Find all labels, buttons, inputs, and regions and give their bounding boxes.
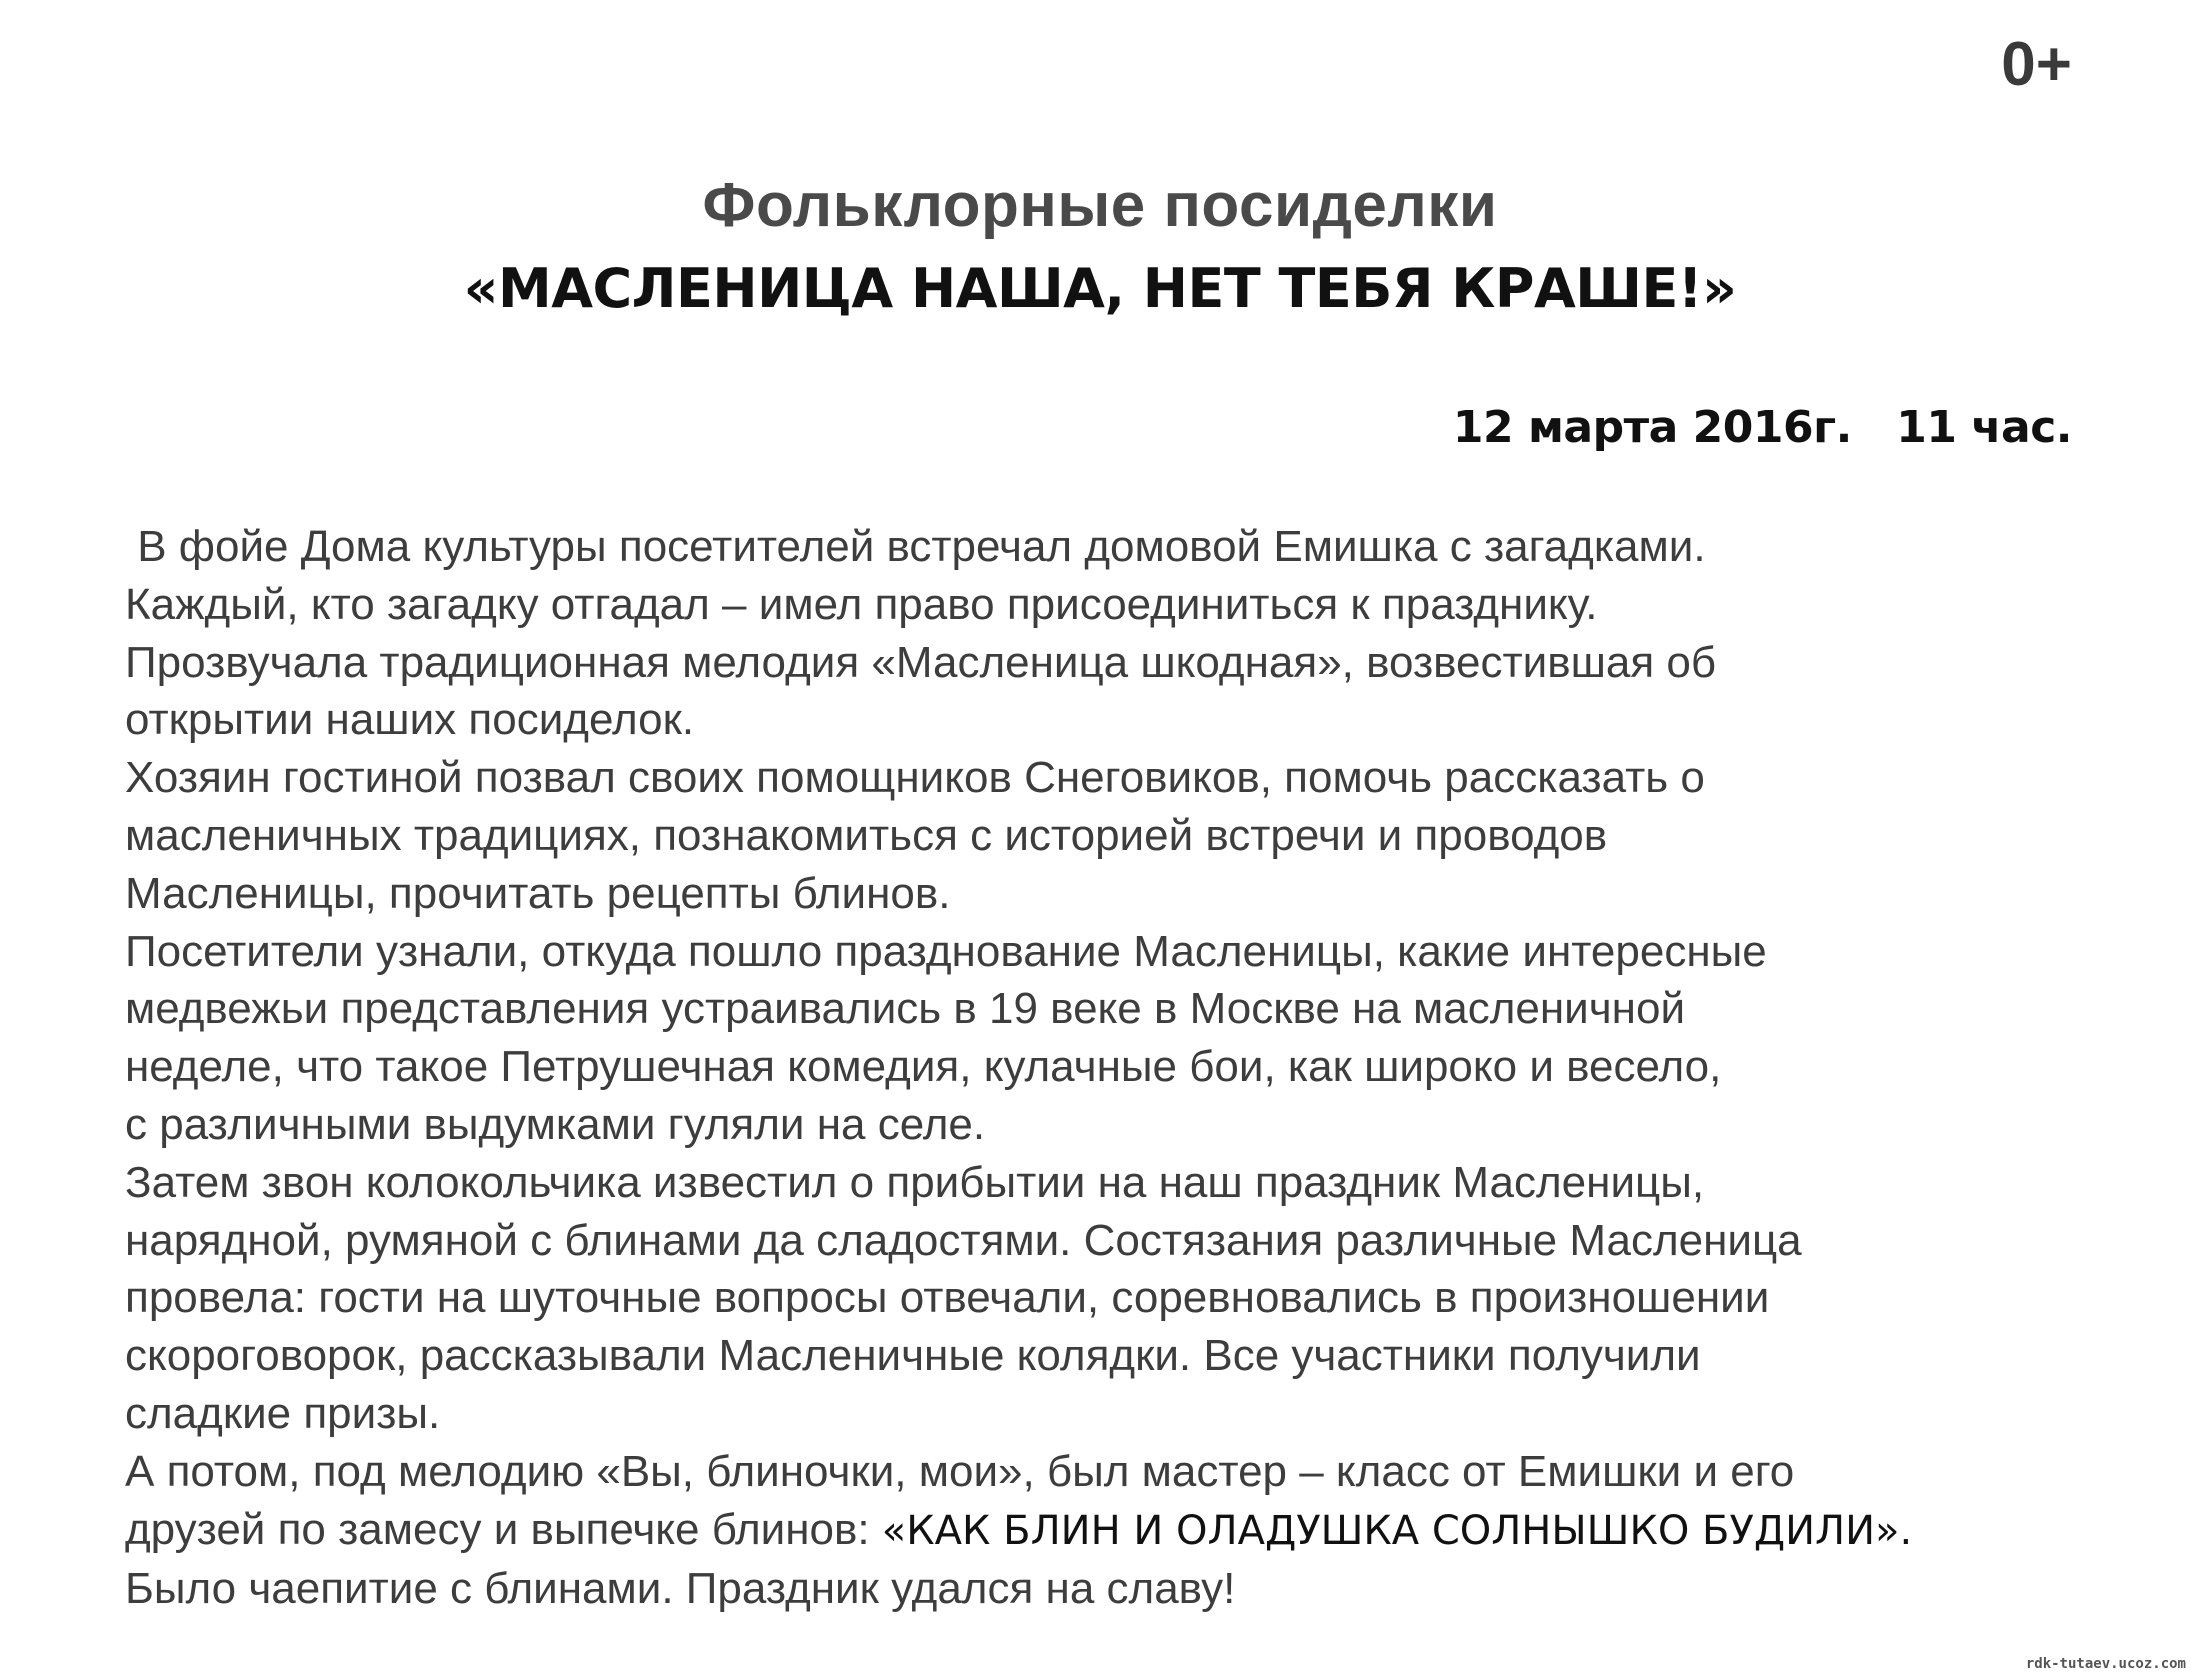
body-line: Масленицы, прочитать рецепты блинов. <box>125 868 951 918</box>
body-line: медвежьи представления устраивались в 19 веке в Москве на масленичной <box>125 984 1686 1034</box>
master-class-title: «КАК БЛИН И ОЛАДУШКА СОЛНЫШКО БУДИЛИ». <box>881 1507 1913 1554</box>
body-line: В фойе Дома культуры посетителей встречал домовой Емишка с загадками. <box>125 522 1706 571</box>
body-line: нарядной, румяной с блинами да сладостями. Состязания различные Масленица <box>125 1215 1802 1265</box>
event-date-time: 12 марта 2016г. 11 час. <box>1452 402 2072 453</box>
body-line: Прозвучала традиционная мелодия «Масленица шкодная», возвестившая об <box>125 637 1717 687</box>
body-line: скороговорок, рассказывали Масленичные колядки. Все участники получили <box>125 1331 1701 1381</box>
body-line: открытии наших посиделок. <box>125 695 695 745</box>
body-line: масленичных традициях, познакомиться с историей встречи и проводов <box>125 810 1608 860</box>
site-watermark: rdk-tutaev.ucoz.com <box>2025 1656 2186 1672</box>
event-title: Фольклорные посиделки <box>702 171 1498 240</box>
body-line-text: друзей по замесу и выпечке блинов: <box>125 1504 882 1554</box>
body-line: Посетители узнали, откуда пошло празднование Масленицы, какие интересные <box>125 926 1767 976</box>
body-line: А потом, под мелодию «Вы, блиночки, мои», был мастер – класс от Емишки и его <box>125 1446 1795 1496</box>
body-line: сладкие призы. <box>125 1388 441 1438</box>
body-line: провела: гости на шуточные вопросы отвечали, соревновались в произношении <box>125 1273 1770 1323</box>
event-subtitle: «МАСЛЕНИЦА НАША, НЕТ ТЕБЯ КРАШЕ!» <box>463 257 1737 320</box>
body-line: с различными выдумками гуляли на селе. <box>125 1099 986 1149</box>
article-body <box>125 518 2115 1618</box>
body-line: Затем звон колокольчика известил о прибытии на наш праздник Масленицы, <box>125 1157 1705 1207</box>
title-block <box>0 168 2200 330</box>
age-rating-badge: 0+ <box>2001 30 2072 99</box>
body-line: Было чаепитие с блинами. Праздник удался на славу! <box>125 1564 1236 1614</box>
body-line <box>125 1501 2115 1561</box>
body-line: Хозяин гостиной позвал своих помощников Снеговиков, помочь рассказать о <box>125 753 1705 803</box>
body-line: неделе, что такое Петрушечная комедия, кулачные бои, как широко и весело, <box>125 1042 1722 1092</box>
body-line: Каждый, кто загадку отгадал – имел право присоединиться к празднику. <box>125 579 1598 629</box>
